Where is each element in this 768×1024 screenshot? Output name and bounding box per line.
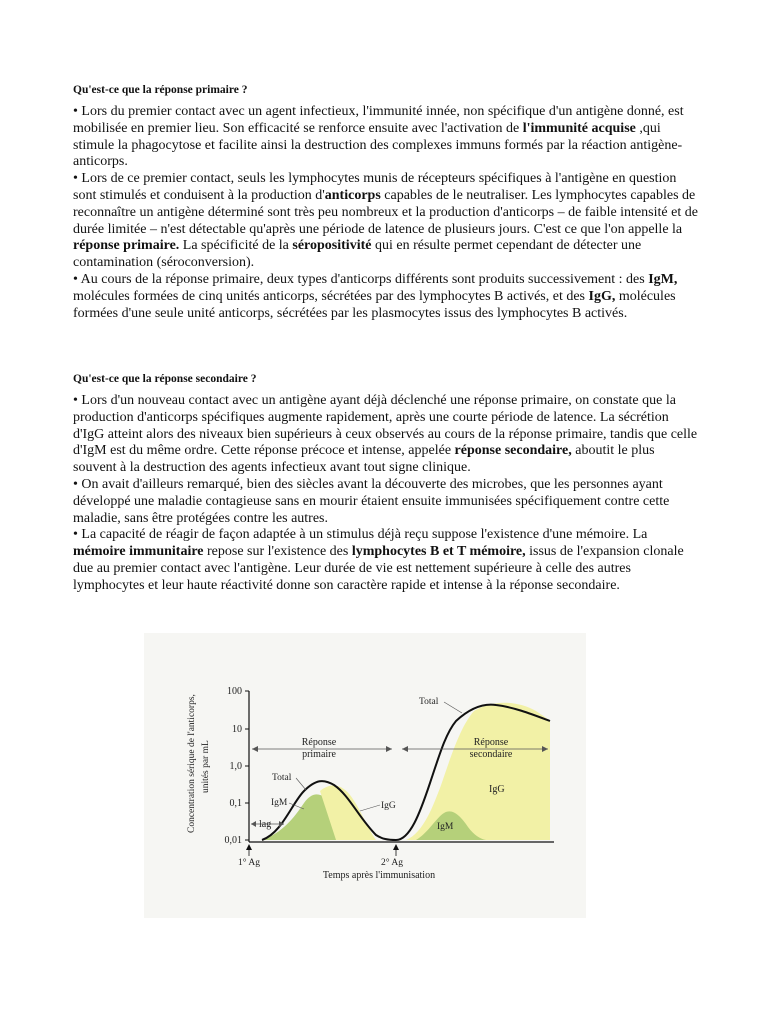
text: molécules formées de cinq unités anticorps, sécrétées par des lymphocytes B activés, et des <box>73 288 589 304</box>
bold-term: IgG, <box>588 288 616 304</box>
bold-term: réponse secondaire, <box>454 443 572 459</box>
leader-line <box>360 805 380 811</box>
heading-primary-response: Qu'est-ce que la réponse primaire ? <box>73 84 248 96</box>
text: issus de l'expansion clonale due au premier contact avec l'antigène. Leur durée de vie est nettement supérieure à celle des autres lymphocytes et leur haute réactivité donne son caractère rapide et intense à la réponse secondaire. <box>73 544 684 593</box>
antibody-response-figure <box>144 633 586 918</box>
igm-label: IgM <box>271 798 288 808</box>
lag-label: lag <box>259 819 272 830</box>
antigen-2-label: 2° Ag <box>380 858 404 868</box>
arrowhead <box>393 844 399 850</box>
bold-term: l'immunité acquise <box>522 120 636 136</box>
text: • Lors d'un nouveau contact avec un antigène ayant déjà déclenché une réponse primaire, on constate que la production d'anticorps spécifiques augmente rapidement, après une courte période de latence. La sécrétion d'IgG atteint alors des niveaux bien supérieurs à ceux observés au cours de la réponse primaire, tandis que celle d'IgM est du même ordre. Cette réponse précoce et intense, appelée <box>73 393 698 459</box>
bold-term: IgM, <box>648 271 678 287</box>
text: qui en résulte permet cependant de détecter une contamination (séroconversion). <box>73 238 642 271</box>
x-axis-label: Temps après l'immunisation <box>322 870 436 881</box>
text: ,qui stimule la phagocytose et facilite ainsi la destruction des complexes immuns formés par la réaction antigène-anticorps. <box>73 120 683 170</box>
igg-label: IgG <box>489 784 505 795</box>
y-tick-label: 0,01 <box>224 835 242 846</box>
text: repose sur l'existence des <box>203 544 352 560</box>
y-tick-label: 0,1 <box>229 798 242 809</box>
paragraph <box>73 272 698 322</box>
y-tick-label: 1,0 <box>229 761 242 772</box>
bold-term: mémoire immunitaire <box>73 544 204 560</box>
y-axis-label: Concentration sérique de l'anticorps, <box>187 694 197 833</box>
primary-response-label: primaire <box>302 749 336 760</box>
igg-secondary-area <box>406 703 550 840</box>
primary-response-label: Réponse <box>301 737 337 748</box>
igg-label: IgG <box>381 801 396 811</box>
paragraph <box>73 393 698 477</box>
paragraph <box>73 527 698 594</box>
secondary-response-label: Réponse <box>473 737 509 748</box>
text: • La capacité de réagir de façon adaptée à un stimulus déjà reçu suppose l'existence d'une mémoire. La <box>73 527 648 543</box>
total-label: Total <box>272 773 292 783</box>
text: • Lors du premier contact avec un agent infectieux, l'immunité innée, non spécifique d'un antigène donné, est mobilisée en premier lieu. Son efficacité se renforce ensuite avec l'activation de <box>73 104 684 136</box>
text: molécules formées d'une seule unité anticorps, sécrétées par les plasmocytes issus des lymphocytes B activés. <box>73 288 676 321</box>
text: • Lors de ce premier contact, seuls les lymphocytes munis de récepteurs spécifiques à l'antigène en question sont stimulés et conduisent à la production d' <box>73 171 677 203</box>
text: capables de le neutraliser. Les lymphocytes capables de reconnaître un antigène déterminé sont très peu nombreux et la production d'anticorps – de faible intensité et de durée limitée – n'est détectable qu'après une période de latence de plusieurs jours. C'est ce que l'on appelle la <box>73 187 698 237</box>
text: • Au cours de la réponse primaire, deux types d'anticorps différents sont produits successivement : des <box>73 271 649 287</box>
text: • On avait d'ailleurs remarqué, bien des siècles avant la découverte des microbes, que les personnes ayant développé une maladie contagieuse sans en mourir étaient ensuite immunisées spécifiquement contre cette maladie, sans être protégées contre les autres. <box>73 476 670 526</box>
bold-term: séropositivité <box>292 238 372 254</box>
primary-response-body <box>73 104 698 322</box>
heading-secondary-response: Qu'est-ce que la réponse secondaire ? <box>73 373 257 385</box>
paragraph <box>73 171 698 272</box>
paragraph <box>73 104 698 171</box>
secondary-response-body <box>73 393 698 595</box>
antibody-response-diagram <box>144 633 586 918</box>
bold-term: lymphocytes B et T mémoire, <box>351 544 526 560</box>
antigen-1-label: 1° Ag <box>237 858 261 868</box>
text: aboutit le plus souvent à la destruction des agents infectieux avant tout signe clinique. <box>73 443 655 476</box>
y-tick-label: 100 <box>227 686 242 697</box>
leader-line <box>296 778 306 790</box>
y-tick-label: 10 <box>232 724 242 735</box>
total-label: Total <box>419 697 439 707</box>
y-axis-label: unités par mL <box>201 740 211 793</box>
igm-label: IgM <box>437 822 454 832</box>
paragraph <box>73 477 698 527</box>
bold-term: anticorps <box>324 187 381 203</box>
text: La spécificité de la <box>179 238 293 254</box>
leader-line <box>444 702 462 713</box>
arrowhead <box>246 844 252 850</box>
bold-term: réponse primaire. <box>73 238 180 254</box>
secondary-response-label: secondaire <box>469 749 513 760</box>
